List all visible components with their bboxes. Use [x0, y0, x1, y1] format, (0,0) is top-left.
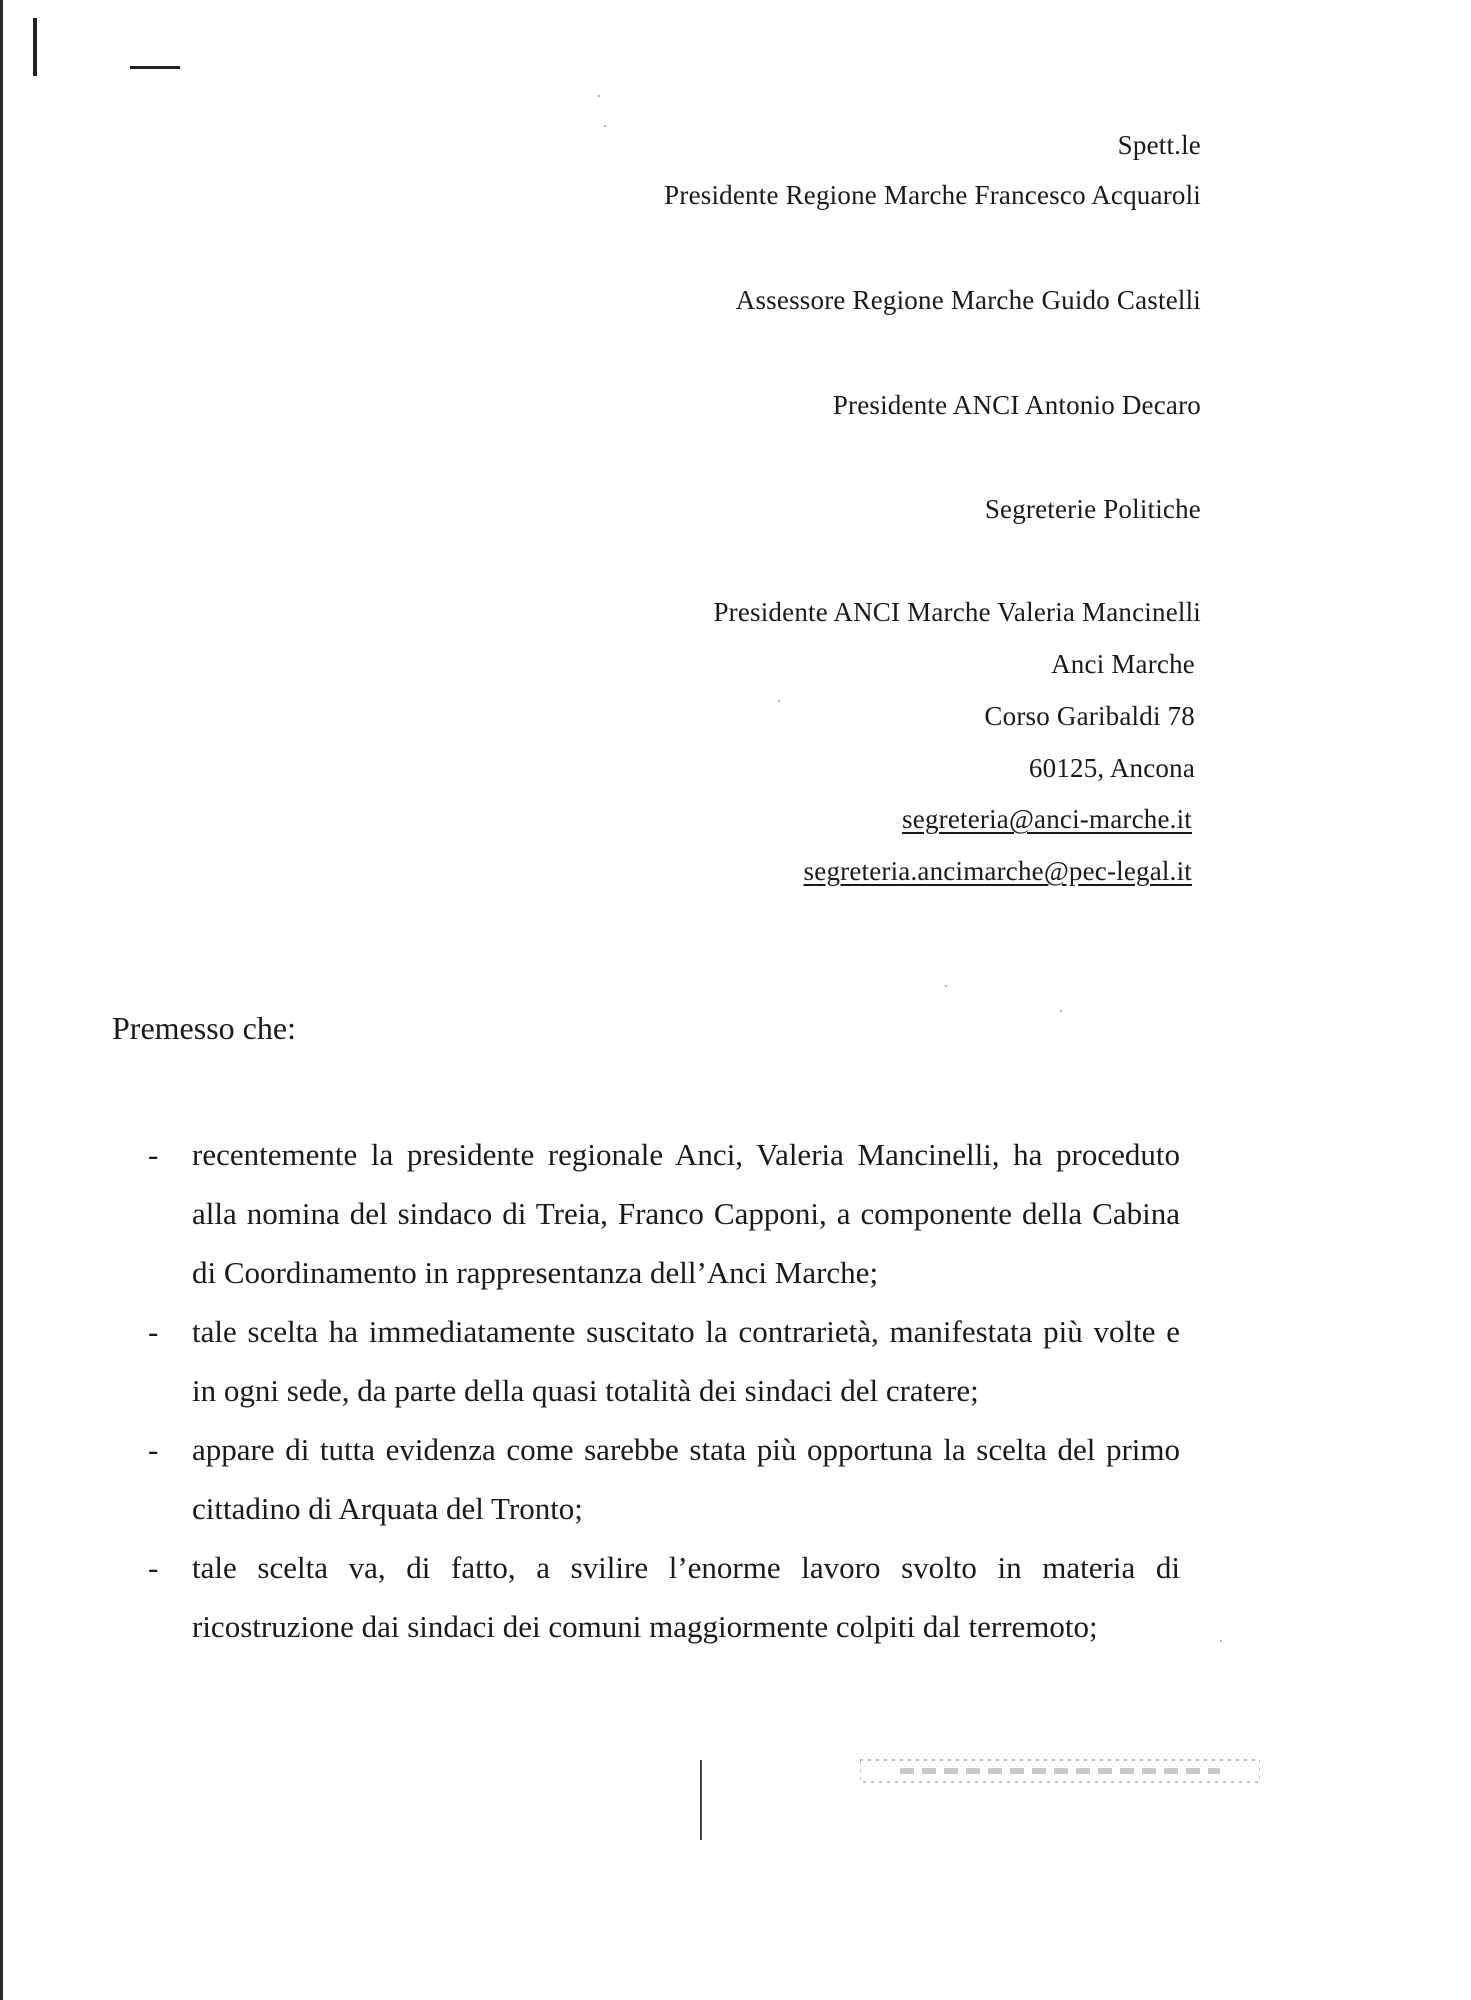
- bullet-dash-icon: -: [148, 1432, 159, 1467]
- scan-speck: [1060, 1010, 1062, 1012]
- scan-mark: [33, 18, 37, 76]
- email-link-pec[interactable]: segreteria.ancimarche@pec-legal.it: [803, 856, 1192, 886]
- bullet-dash-icon: -: [148, 1314, 159, 1349]
- premises-list: [140, 1125, 1180, 1656]
- email-link-segreteria[interactable]: segreteria@anci-marche.it: [902, 804, 1192, 834]
- scan-speck: [945, 985, 947, 987]
- list-item: [140, 1125, 1180, 1302]
- scan-speck: [1220, 1640, 1222, 1642]
- list-item-text: recentemente la presidente regionale Anci, Valeria Mancinelli, ha proceduto alla nomina del sindaco di Treia, Franco Capponi, a componente della Cabina di Coordinamento in rappresentanza dell’Anci Marche;: [192, 1137, 1180, 1290]
- list-item-text: appare di tutta evidenza come sarebbe stata più opportuna la scelta del primo cittadino di Arquata del Tronto;: [192, 1432, 1180, 1526]
- greeting: Spett.le: [1117, 130, 1201, 160]
- list-item: [140, 1302, 1180, 1420]
- section-heading: Premesso che:: [112, 1010, 296, 1046]
- recipient-organization: Anci Marche: [1051, 649, 1195, 679]
- bleed-through-stamp-icon: [860, 1740, 1260, 1800]
- list-item: [140, 1420, 1180, 1538]
- recipient-president-anci-marche: Presidente ANCI Marche Valeria Mancinelli: [713, 597, 1201, 627]
- list-item-text: tale scelta ha immediatamente suscitato la contrarietà, manifestata più volte e in ogni sede, da parte della quasi totalità dei sindaci del cratere;: [192, 1314, 1180, 1408]
- recipient-segreterie: Segreterie Politiche: [984, 494, 1201, 524]
- recipient-president-anci: Presidente ANCI Antonio Decaro: [832, 390, 1201, 420]
- scan-dash: [130, 66, 180, 69]
- list-item-text: tale scelta va, di fatto, a svilire l’enorme lavoro svolto in materia di ricostruzione dai sindaci dei comuni maggiormente colpiti dal terremoto;: [192, 1550, 1180, 1644]
- bullet-dash-icon: -: [148, 1137, 159, 1172]
- scan-speck: [604, 125, 606, 127]
- scan-edge: [0, 0, 3, 2000]
- scan-line: [700, 1760, 702, 1840]
- recipient-president-region: Presidente Regione Marche Francesco Acquaroli: [664, 180, 1201, 210]
- scan-speck: [778, 700, 780, 702]
- recipient-assessore: Assessore Regione Marche Guido Castelli: [735, 285, 1201, 315]
- address-city: 60125, Ancona: [1028, 753, 1195, 783]
- address-street: Corso Garibaldi 78: [984, 701, 1195, 731]
- scan-speck: [598, 95, 600, 97]
- bullet-dash-icon: -: [148, 1550, 159, 1585]
- list-item: [140, 1538, 1180, 1656]
